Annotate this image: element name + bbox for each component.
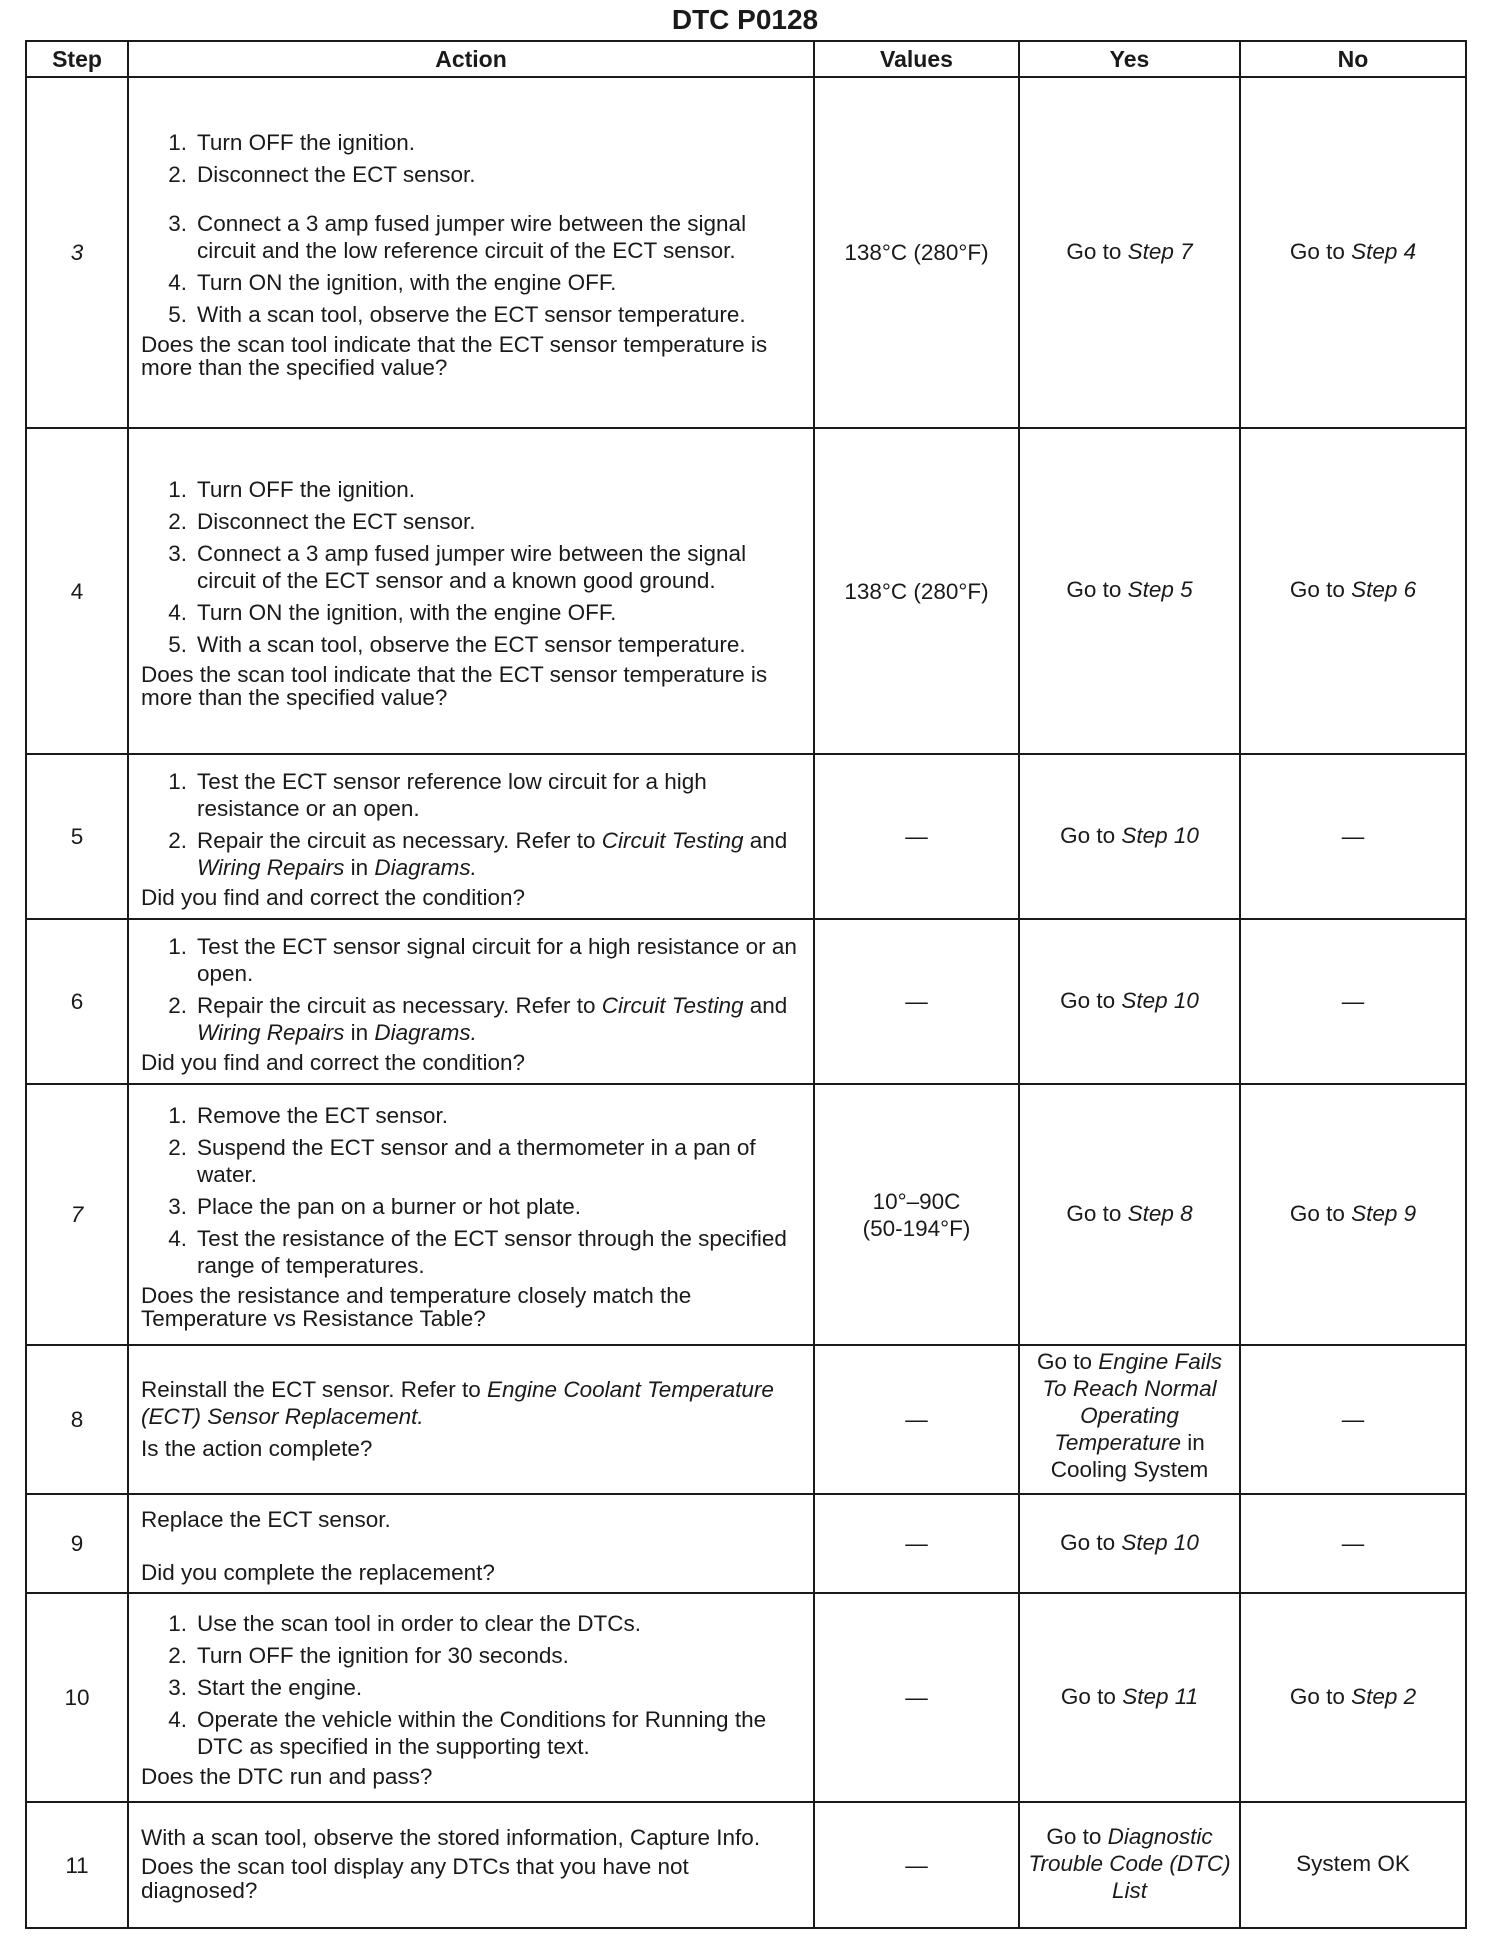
action-item: 4. Operate the vehicle within the Conditions for Running the DTC as specified in the supporting text. [168,1707,767,1759]
table-row [26,1494,1466,1593]
no-cell: — [1240,1345,1466,1494]
value-cell: — [814,1345,1019,1494]
action-question: Did you find and correct the condition? [141,1049,525,1075]
no-cell: Go to Step 6 [1240,428,1466,754]
action-question: Is the action complete? [141,1435,373,1461]
action-item: 4. Test the resistance of the ECT sensor through the specified range of temperatures. [168,1226,787,1278]
table-row [26,754,1466,919]
step-number: 7 [26,1084,128,1345]
action-item: 5. With a scan tool, observe the ECT sensor temperature. [168,632,746,657]
value-cell: 10°–90C (50-194°F) [814,1084,1019,1345]
value-cell: — [814,754,1019,919]
header-values: Values [814,41,1019,77]
action-item: 3. Start the engine. [168,1675,363,1700]
action-item: 2. Suspend the ECT sensor and a thermometer in a pan of water. [168,1135,756,1187]
action-item: 4. Turn ON the ignition, with the engine OFF. [168,270,617,295]
action-cell [128,919,814,1084]
action-item: 2. Disconnect the ECT sensor. [168,509,476,534]
action-cell [128,1345,814,1494]
no-cell: Go to Step 2 [1240,1593,1466,1802]
no-cell: — [1240,919,1466,1084]
action-item: 3. Place the pan on a burner or hot plate. [168,1194,582,1219]
table-row [26,919,1466,1084]
table-row [26,428,1466,754]
yes-cell: Go to Step 11 [1019,1593,1240,1802]
yes-cell: Go to Step 7 [1019,77,1240,428]
action-cell [128,1802,814,1928]
table-header-row [26,41,1466,77]
action-item: 3. Connect a 3 amp fused jumper wire between the signal circuit and the low reference circuit of the ECT sensor. [168,211,747,263]
action-text: Replace the ECT sensor. [141,1507,391,1532]
action-question: Does the scan tool indicate that the ECT sensor temperature is more than the specified value? [141,332,768,380]
step-number: 4 [26,428,128,754]
action-text: Reinstall the ECT sensor. Refer to Engine Coolant Temperature (ECT) Sensor Replacement. [141,1376,774,1429]
action-item: 2. Repair the circuit as necessary. Refer to Circuit Testing and Wiring Repairs in Diagrams. [168,992,788,1045]
step-number: 5 [26,754,128,919]
step-number: 3 [26,77,128,428]
table-row [26,1593,1466,1802]
table-row [26,77,1466,428]
action-item: 5. With a scan tool, observe the ECT sensor temperature. [168,302,746,327]
action-item: 1. Test the ECT sensor signal circuit for a high resistance or an open. [168,933,797,986]
action-text: With a scan tool, observe the stored information, Capture Info. [141,1825,761,1850]
no-cell: Go to Step 9 [1240,1084,1466,1345]
step-number: 6 [26,919,128,1084]
action-item: 2. Repair the circuit as necessary. Refer to Circuit Testing and Wiring Repairs in Diagrams. [168,827,788,880]
action-cell [128,428,814,754]
action-cell [128,1593,814,1802]
action-cell [128,77,814,428]
value-cell: — [814,919,1019,1084]
action-question: Did you find and correct the condition? [141,884,525,910]
step-number: 10 [26,1593,128,1802]
dtc-table [25,40,1467,1929]
yes-cell: Go to Step 5 [1019,428,1240,754]
value-cell: — [814,1593,1019,1802]
table-row [26,1084,1466,1345]
header-no: No [1240,41,1466,77]
action-item: 2. Turn OFF the ignition for 30 seconds. [168,1643,569,1668]
no-cell: System OK [1240,1802,1466,1928]
action-question: Does the scan tool display any DTCs that you have not diagnosed? [141,1854,689,1903]
page-title: DTC P0128 [671,4,819,35]
yes-cell: Go to Step 10 [1019,754,1240,919]
table-row [26,1345,1466,1494]
action-item: 4. Turn ON the ignition, with the engine OFF. [168,600,617,625]
step-number: 11 [26,1802,128,1928]
no-cell: Go to Step 4 [1240,77,1466,428]
action-item: 3. Connect a 3 amp fused jumper wire between the signal circuit of the ECT sensor and a known good ground. [168,541,747,593]
action-question: Does the scan tool indicate that the ECT sensor temperature is more than the specified value? [141,662,768,710]
action-question: Does the DTC run and pass? [141,1764,433,1789]
action-question: Does the resistance and temperature closely match the Temperature vs Resistance Table? [141,1283,692,1331]
value-cell: — [814,1802,1019,1928]
header-action: Action [128,41,814,77]
action-cell [128,1084,814,1345]
no-cell: — [1240,1494,1466,1593]
value-cell: 138°C (280°F) [814,428,1019,754]
yes-cell: Go to Step 10 [1019,1494,1240,1593]
action-item: 1. Turn OFF the ignition. [168,477,416,502]
step-number: 8 [26,1345,128,1494]
action-item: 2. Disconnect the ECT sensor. [168,162,476,187]
table-row [26,1802,1466,1928]
yes-cell: Go to Engine Fails To Reach Normal Operating Temperature in Cooling System [1019,1345,1240,1494]
yes-cell: Go to Step 10 [1019,919,1240,1084]
header-yes: Yes [1019,41,1240,77]
yes-cell: Go to Diagnostic Trouble Code (DTC) List [1019,1802,1240,1928]
yes-cell: Go to Step 8 [1019,1084,1240,1345]
no-cell: — [1240,754,1466,919]
action-item: 1. Test the ECT sensor reference low circuit for a high resistance or an open. [168,768,707,821]
action-cell [128,754,814,919]
action-item: 1. Turn OFF the ignition. [168,130,416,155]
action-question: Did you complete the replacement? [141,1560,495,1585]
action-cell [128,1494,814,1593]
action-item: 1. Use the scan tool in order to clear the DTCs. [168,1611,641,1636]
header-step: Step [26,41,128,77]
value-cell: 138°C (280°F) [814,77,1019,428]
step-number: 9 [26,1494,128,1593]
value-cell: — [814,1494,1019,1593]
action-item: 1. Remove the ECT sensor. [168,1103,448,1128]
